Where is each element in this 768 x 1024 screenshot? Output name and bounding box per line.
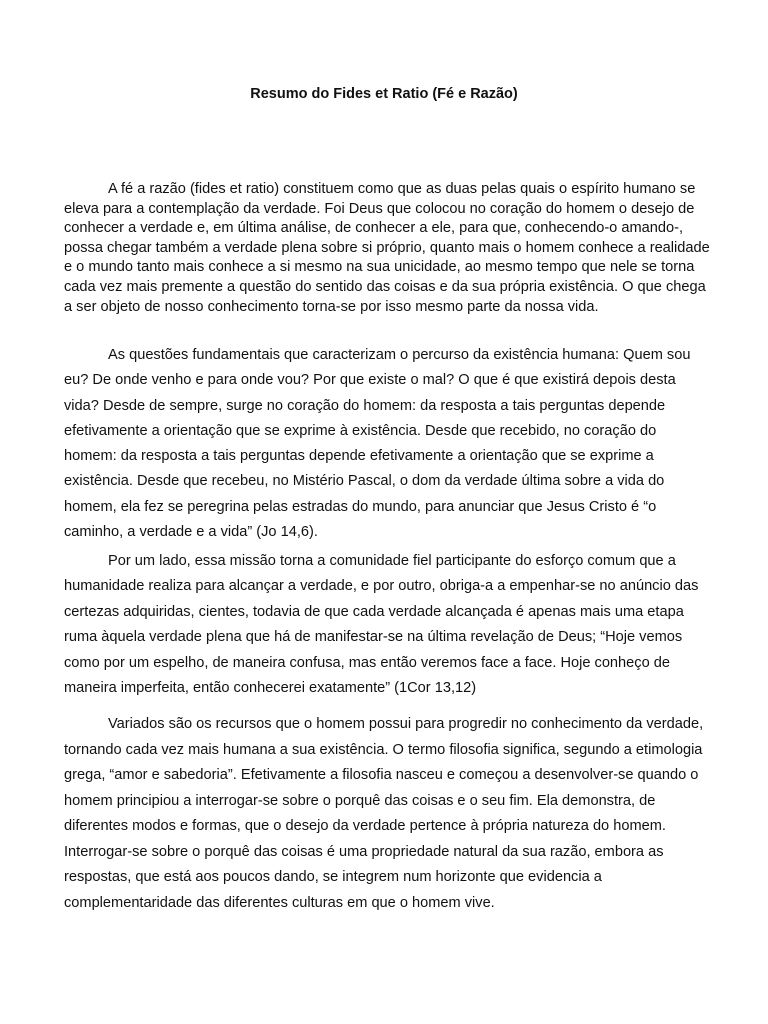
document-title: Resumo do Fides et Ratio (Fé e Razão)	[250, 86, 518, 102]
paragraph-3: Por um lado, essa missão torna a comunidade fiel participante do esforço comum que a humanidade realiza para alcançar a verdade, e por outro, obriga-a a empenhar-se no anúncio das certezas adquiridas, cientes, todavia de que cada verdade alcançada é apenas mais uma etapa ruma àquela verdade plena que há de manifestar-se na última revelação de Deus; “Hoje vemos como por um espelho, de maneira confusa, mas então veremos face a face. Hoje conheço de maneira imperfeita, então conhecerei exatamente” (1Cor 13,12)	[64, 553, 699, 697]
paragraph-4: Variados são os recursos que o homem possui para progredir no conhecimento da verdade, tornando cada vez mais humana a sua existência. O termo filosofia significa, segundo a etimologia grega, “amor e sabedoria”. Efetivamente a filosofia nasceu e começou a desenvolver-se quando o homem principiou a interrogar-se sobre o porquê das coisas e o seu fim. Ela demonstra, de diferentes modos e formas, que o desejo da verdade pertence à própria natureza do homem. Interrogar-se sobre o porquê das coisas é uma propriedade natural da sua razão, embora as respostas, que está aos poucos dando, se integrem num horizonte que evidencia a complementaridade das diferentes culturas em que o homem vive.	[64, 716, 704, 911]
paragraph-2: As questões fundamentais que caracterizam o percurso da existência humana: Quem sou eu? De onde venho e para onde vou? Por que existe o mal? O que é que existirá depois desta vida? Desde de sempre, surge no coração do homem: da resposta a tais perguntas depende efetivamente a orientação que se exprime à existência. Desde que recebido, no coração do homem: da resposta a tais perguntas depende efetivamente a orientação que se exprime a existência. Desde que recebeu, no Mistério Pascal, o dom da verdade última sobre a vida do homem, ela fez se peregrina pelas estradas do mundo, para anunciar que Jesus Cristo é “o caminho, a verdade e a vida” (Jo 14,6).	[64, 347, 691, 541]
paragraph-1: A fé a razão (fides et ratio) constituem como que as duas pelas quais o espírito humano se eleva para a contemplação da verdade. Foi Deus que colocou no coração do homem o desejo de conhecer a verdade e, em última análise, de conhecer a ele, para que, conhecendo-o amando-, possa chegar também a verdade plena sobre si próprio, quanto mais o homem conhece a realidade e o mundo tanto mais conhece a si mesmo na sua unicidade, ao mesmo tempo que nele se torna cada vez mais premente a questão do sentido das coisas e da sua própria existência. O que chega a ser objeto de nosso conhecimento torna-se por isso mesmo parte da nossa vida.	[64, 181, 710, 315]
